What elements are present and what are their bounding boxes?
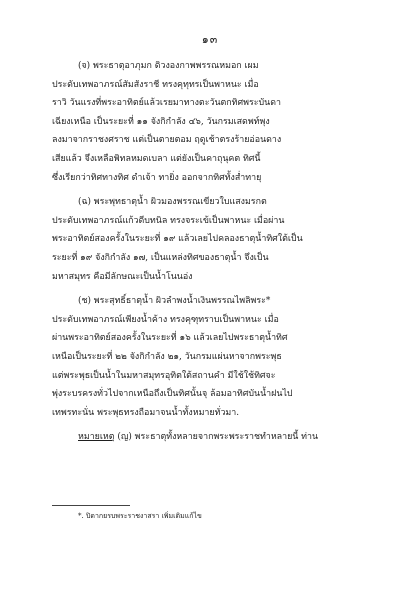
paragraph-line: แต่พระพุธเป็นน้ำในมหาสมุทรอุทิตใต้สถานคำ มีใช้ใช้ทิศจะ [52,370,276,381]
paragraph-line: มหาสมุทร คือมีลักษณะเป็นน้ำโนนอ่ง [52,271,193,282]
footnote: *. ปิดากยรบพระราชงาสรา เพิ่มเติมแก้ไข [78,512,202,520]
paragraph-line: ราวิ วันแรงที่พระอาทิตย์แล้วเรยมาทางตะวันตกทิศพระบันดา [52,98,281,109]
paragraph-line: ซึ่งเรียกว่าทิศทางทิศ ดำเจ้า ทายิ่ง ออกจากทิศทั้งส่ำทายุ [52,172,262,183]
paragraph-line: ประดับเทพอาภรณ์สัมสังราชี ทรงคุทุทรเป็นพาหนะ เมื่อ [52,79,259,90]
paragraph-line: พระอาทิตย์สองครั้งในระยะที่ ๑๙ แล้วเลยไปคลองธาตุน้ำทิศใต้เป็น [52,234,303,245]
paragraph-line: ประดับเทพอาภรณ์เพียงน้ำค้าง ทรงคุฑุทราบเป็นพาหนะ เมื่อ [52,314,279,325]
footnote-divider [52,505,130,506]
paragraph-line: (ช) พระสุทธิ์ธาตุน้ำ ผิวลำพงน้ำเงินพรรณไพลิพระ* [78,296,271,307]
paragraph-line: เทพรทะนั่น พระพุธทรงถือมาจนน้ำทั้งหมายทั่วมา. [52,407,240,418]
remark [52,428,370,447]
paragraph-cho-chang [52,292,370,422]
paragraph-line: (ฉ) พระพุทธาตุน้ำ ผิวมองพรรณเขียวใบแสงมรกต [78,197,267,208]
paragraph-line: พุ่งระบรครงทั่วไปจากเหนือถึงเป็นทิศนั้นจุ ล้อมอาทิศบันน้ำฝนไป [52,389,293,400]
remark-text: (ญ) พระธาตุทั้งหลายจากพระพระราชทำหลายนี้ ท่าน [117,432,319,443]
paragraph-line: ลงมาจากราชงศราช แต่เป็นตายตอม ฤดูเช้าตรงร้ายอ่อนดาง [52,135,282,146]
paragraph-line: (จ) พระธาตุอาภุมก ดิวงองกาพพรรณหมอก เผม [78,61,259,71]
paragraph-line: เสียแล้ว จึงเหลือพิทลหมดเบลา แต่ยังเป็นคาถุนุคต ทิศนี้ [52,153,261,164]
paragraph-line: ผ่านพระอาทิตย์สองครั้งในระยะที่ ๑๖ แล้วเลยไปพระธาตุน้ำทิศ [52,333,288,344]
paragraph-cho [52,193,370,286]
paragraph-line: เฉียงเหนือ เป็นระยะที่ ๑๑ จังกิกำลัง ๔๖, วันกรมเสดพท์พุง [52,116,270,127]
remark-line [52,428,370,447]
paragraph-line: เหนือเป็นระยะที่ ๒๒ จังกิกำลัง ๒๑, วันกรมแผ่นหาจากพระพุธ [52,351,282,362]
paragraph-line: ประดับเทพอาภรณ์แก้วดีบทนิล ทรงจระเข้เป็นพาหนะ เมื่อผ่าน [52,215,285,226]
paragraph-line: ระยะที่ ๑๙ จังกิกำลัง ๑๗, เป็นแหล่งทิศของธาตุน้ำ จึงเป็น [52,252,269,263]
remark-label: หมายเหตุ [78,432,115,443]
page-number: ๑๓ [201,33,219,46]
body-text [52,57,370,453]
paragraph-jo [52,57,370,187]
